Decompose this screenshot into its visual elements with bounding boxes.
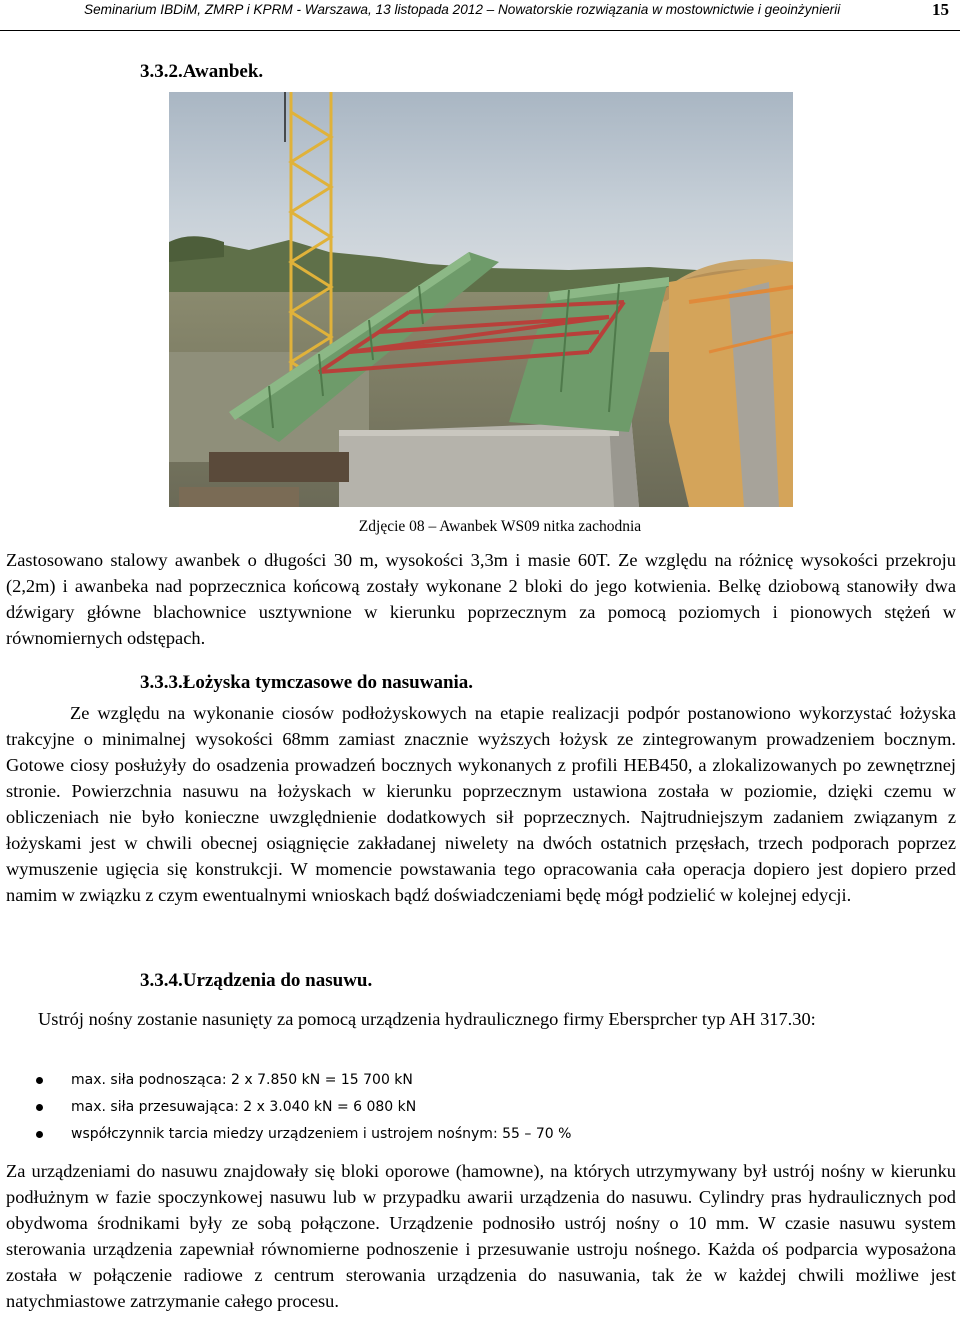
- section-heading-bearings: 3.3.3.Łożyska tymczasowe do nasuwania.: [140, 672, 474, 693]
- page-number: 15: [932, 0, 949, 19]
- bullet-icon: [36, 1077, 43, 1084]
- paragraph-hydraulics: Za urządzeniami do nasuwu znajdowały się bloki oporowe (hamowne), na których utrzymywany był ustrój nośny w kierunku podłużnym w fazie spoczynkowej nasuwu lub w przypadku awarii urządzenia do nasuwu. Cylindry pras hydraulicznych pod obydwoma środnikami były ze sobą połączone. Urządzenie podnosiło ustrój nośny o 10 mm. W czasie nasuwu system sterowania urządzenia zapewniał równomierne podnoszenie i przesuwanie ustroju nośnego. Każda oś podparcia wyposażona została w połączenie radiowe z centrum sterowania urządzenia do nasuwania, tak że w każdej chwili możliwe jest natychmiastowe zatrzymanie całego procesu.: [6, 1161, 956, 1311]
- list-item-text: współczynnik tarcia miedzy urządzeniem i ustrojem nośnym: 55 – 70 %: [71, 1126, 572, 1142]
- paragraph-bearings: Ze względu na wykonanie ciosów podłożyskowych na etapie realizacji podpór postanowiono wykorzystać łożyska trakcyjne o minimalnej wysokości 68mm zamiast znacznie wyższych łożysk ze zintegrowanym prowadzeniem bocznym. Gotowe ciosy posłużyły do osadzenia prowadzeń bocznych wykonanych z profili HEB450, a zlokalizowanych po zewnętrznej stronie. Powierzchnia nasuwu na łożyskach w kierunku poprzecznym ustawiona została w poziomie, dzięki czemu w obliczeniach nie było konieczne uwzględnienie dodatkowych sił poprzecznych. Najtrudniejszym zadaniem związanym z łożyskami jest w chwili obecnej osiągnięcie zakładanej niwelety na dwóch ostatnich przęsłach, trzech podporach poprzez wymuszenie ugięcia się konstrukcji. W momencie powstawania tego opracowania cała operacja dopiero jest dopiero przed namim w związku z czym ewentualnymi wnioskach bądź doświadczeniami będę mógł podzielić w kolejnej edycji.: [6, 703, 956, 905]
- header-title: Seminarium IBDiM, ZMRP i KPRM - Warszawa, 13 listopada 2012 – Nowatorskie rozwiązania w mostownictwie i geoinżynierii: [84, 2, 841, 17]
- figure-caption: Zdjęcie 08 – Awanbek WS09 nitka zachodnia: [358, 518, 642, 535]
- list-item-text: max. siła podnosząca: 2 x 7.850 kN = 15 700 kN: [71, 1072, 413, 1088]
- paragraph-awanbek: Zastosowano stalowy awanbek o długości 30 m, wysokości 3,3m i masie 60T. Ze względu na różnicę wysokości przekroju (2,2m) i awanbeka nad poprzecznica końcową zostały wykonane 2 bloki do jego kotwienia. Belkę dziobową stanowiły dwa dźwigary główne blachownice usztywnione w kierunku poprzecznym za pomocą poziomych i pionowych stężeń w równomiernych odstępach.: [6, 550, 956, 648]
- section-heading-devices: 3.3.4.Urządzenia do nasuwu.: [140, 970, 373, 991]
- list-item-text: max. siła przesuwająca: 2 x 3.040 kN = 6 080 kN: [71, 1099, 417, 1115]
- running-header: [0, 0, 960, 31]
- bullet-icon: [36, 1104, 43, 1111]
- paragraph-devices: Ustrój nośny zostanie nasunięty za pomocą urządzenia hydraulicznego firmy Ebersprcher typ AH 317.30:: [38, 1009, 816, 1029]
- construction-photo: [169, 92, 793, 507]
- bullet-icon: [36, 1131, 43, 1138]
- section-heading-awanbek: 3.3.2.Awanbek.: [140, 61, 264, 82]
